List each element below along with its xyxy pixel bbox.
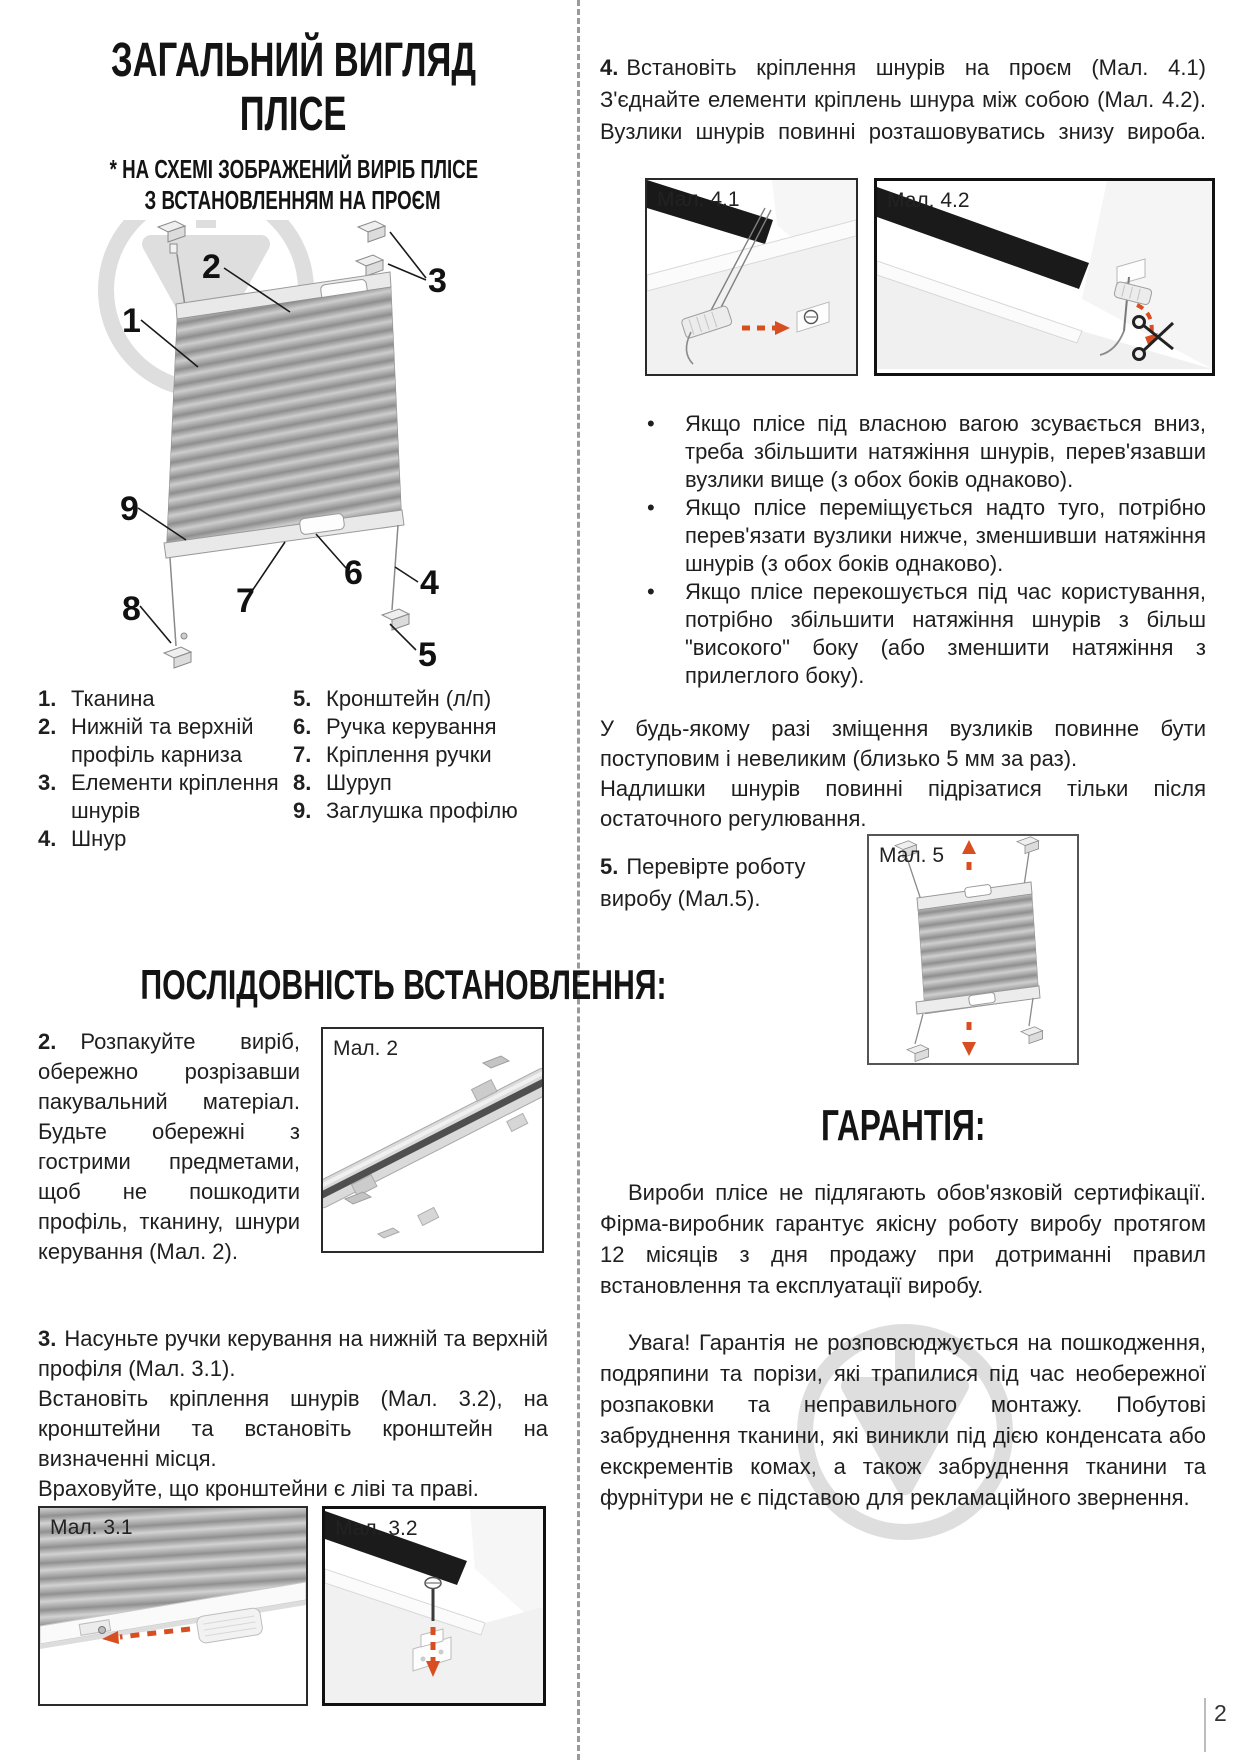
- parts-legend: [38, 685, 548, 853]
- callout-8: 8: [122, 590, 141, 628]
- figures-4-row: [645, 178, 1206, 376]
- figure-2-box: [321, 1027, 544, 1253]
- figure-3-2-box: [322, 1506, 546, 1706]
- callout-2: 2: [202, 248, 221, 286]
- figure-4-1-box: [645, 178, 858, 376]
- bullet-item: • Якщо плісе перекошується під час користування, потрібно збільшити натяжіння шнурів з більш "високого" боку (або зменшити натяжіння з прилеглого боку).: [600, 578, 1206, 690]
- legend-item: 1. Тканина: [38, 686, 155, 711]
- figures-3-row: [38, 1506, 548, 1706]
- legend-item: 5. Кронштейн (л/п): [293, 686, 492, 711]
- bullet-item: • Якщо плісе під власною вагою зсувається вниз, треба збільшити натяжіння шнурів, перев'язавши вузлики вище (з обох боків однаково).: [600, 410, 1206, 494]
- step-3-text: 3. Насуньте ручки керування на нижній та верхній профіля (Мал. 3.1). Встановіть кріплення шнурів (Мал. 3.2), на кронштейни та встановіть кронштейн на визначенні місця. Враховуйте, що кронштейни є ліві та праві.: [38, 1326, 548, 1501]
- sequence-heading: ПОСЛІДОВНІСТЬ ВСТАНОВЛЕННЯ:: [140, 961, 667, 1008]
- red-arrow-up-icon: [962, 840, 976, 876]
- warranty-heading: ГАРАНТІЯ:: [820, 1101, 986, 1150]
- callout-1: 1: [122, 302, 141, 340]
- figure-2-label: Мал. 2: [333, 1037, 399, 1060]
- step-5-row: [600, 834, 1206, 1065]
- warranty-paragraph-2: Увага! Гарантія не розповсюджується на пошкодження, подряпини та порізи, які трапилися під час необережної розпаковки та неправильного монтажу. Побутові забруднення тканини, які виникли під дією конденсата або екскрементів комах, а також забруднення тканини та фурнітури не є підставою для рекламаційного звернення.: [600, 1330, 1206, 1510]
- figure-4-2-box: [874, 178, 1215, 376]
- legend-item: 2. Нижній та верхній профіль карниза: [38, 714, 254, 767]
- callout-7: 7: [236, 582, 255, 620]
- bullet-item: • Якщо плісе переміщується надто туго, потрібно перев'язати вузлики нижче, зменшивши натяжіння шнурів (з обох боків однаково).: [600, 494, 1206, 578]
- callout-5: 5: [418, 636, 437, 674]
- figure-3-1-label: Мал. 3.1: [50, 1516, 133, 1539]
- legend-item: 9. Заглушка профілю: [293, 798, 518, 823]
- step-5-text: 5. Перевірте роботу виробу (Мал.5).: [600, 854, 806, 911]
- figure-3-1-box: [38, 1506, 308, 1706]
- figure-5-label: Мал. 5: [879, 844, 945, 867]
- callout-6: 6: [344, 554, 363, 592]
- step-2-row: [38, 1027, 548, 1267]
- adjustment-notes: [600, 714, 1206, 834]
- note-paragraph: У будь-якому разі зміщення вузликів повинне бути поступовим і невеликим (близько 5 мм за раз).: [600, 716, 1206, 771]
- column-divider: [577, 0, 580, 1760]
- page-number: [1204, 1698, 1227, 1752]
- figure-4-1-label: Мал. 4.1: [657, 188, 740, 211]
- page-subtitle: * НА СХЕМІ ЗОБРАЖЕНИЙ ВИРІБ ПЛІСЕ З ВСТАНОВЛЕННЯМ НА ПРОЄМ: [109, 154, 479, 215]
- left-column: [38, 0, 667, 1706]
- page-number-value: 2: [1214, 1700, 1227, 1726]
- right-column: [600, 0, 1206, 1513]
- legend-item: 8. Шуруп: [293, 770, 392, 795]
- packed-blind-illustration: [323, 1029, 542, 1251]
- adjustment-bullet-list: [600, 410, 1206, 690]
- figure-4-2-label: Мал. 4.2: [887, 189, 970, 212]
- warranty-paragraph-1: Вироби плісе не підлягають обов'язковій сертифікації. Фірма-виробник гарантує якісну роботу виробу протягом 12 місяців з дня продажу при дотриманні правил встановлення та експлуатації виробу.: [600, 1180, 1206, 1298]
- step-2-text: 2. Розпакуйте виріб, обережно розрізавши пакувальний матеріал. Будьте обережні з гострими предметами, щоб не пошкодити профіль, тканину, шнури керування (Мал. 2).: [38, 1029, 300, 1264]
- figure-3-2-label: Мал. 3.2: [335, 1517, 418, 1540]
- legend-right-column: [293, 685, 548, 853]
- callout-4: 4: [420, 564, 439, 602]
- legend-item: 4. Шнур: [38, 826, 127, 851]
- operation-check-illustration: [869, 836, 1077, 1063]
- figure-5-box: [867, 834, 1079, 1065]
- page-title: ЗАГАЛЬНИЙ ВИГЛЯД ПЛІСЕ: [110, 34, 476, 141]
- step-4-text: 4. Встановіть кріплення шнурів на проєм (Мал. 4.1) З'єднайте елементи кріплень шнура між собою (Мал. 4.2). Вузлики шнурів повинні розташовуватись знизу вироба.: [600, 55, 1206, 144]
- legend-left-column: [38, 685, 293, 853]
- red-arrow-down-icon: [962, 1022, 976, 1056]
- callout-9: 9: [120, 490, 139, 528]
- legend-item: 3. Елементи кріплення шнурів: [38, 770, 279, 823]
- legend-item: 7. Кріплення ручки: [293, 742, 492, 767]
- pleated-blind-diagram: [38, 220, 548, 675]
- callout-3: 3: [428, 262, 447, 300]
- page-number-divider: [1204, 1698, 1206, 1752]
- legend-item: 6. Ручка керування: [293, 714, 497, 739]
- note-paragraph: Надлишки шнурів повинні підрізатися тільки після остаточного регулювання.: [600, 776, 1206, 831]
